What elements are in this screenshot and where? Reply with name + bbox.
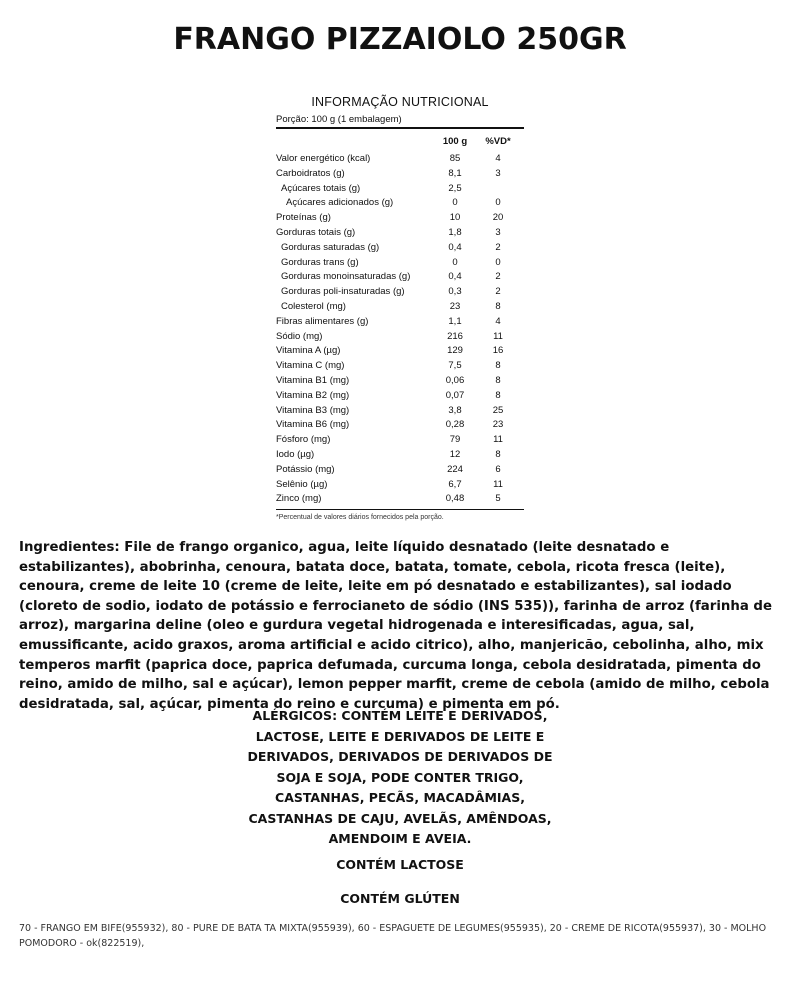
nutrition-row (276, 152, 524, 167)
nutrient-value: 7,5 (448, 360, 462, 372)
nutrition-row (276, 404, 524, 419)
nutrient-value: 8,1 (448, 167, 462, 179)
nutrient-name: Vitamina B3 (mg) (276, 404, 350, 416)
nutrient-name: Colesterol (mg) (281, 300, 346, 312)
nutrient-vd: 4 (495, 153, 501, 164)
nutrient-name: Fibras alimentares (g) (276, 315, 369, 327)
nutrient-value: 85 (449, 153, 461, 164)
nutrient-vd: 3 (495, 226, 501, 238)
nutrient-value: 216 (447, 330, 463, 342)
nutrient-name: Açúcares totais (g) (281, 182, 361, 194)
product-title: FRANGO PIZZAIOLO 250GR (173, 22, 627, 57)
nutrition-row (276, 167, 524, 182)
nutrient-value: 0,48 (445, 493, 465, 505)
nutrient-vd: 23 (492, 419, 504, 431)
nutrient-vd: 0 (495, 197, 501, 209)
nutrient-value: 1,8 (448, 226, 462, 238)
nutrition-row (276, 211, 524, 226)
nutrition-row (276, 344, 524, 359)
nutrient-name: Vitamina A (µg) (276, 345, 341, 357)
nutrient-vd: 8 (495, 448, 501, 460)
contains-gluten: CONTÉM GLÚTEN (340, 891, 460, 906)
nutrient-vd: 8 (495, 360, 501, 372)
nutrient-value: 0,07 (445, 389, 465, 401)
nutrition-row (276, 182, 524, 197)
nutrition-row (276, 241, 524, 256)
nutrient-value: 1,1 (448, 315, 462, 327)
header-vd: %VD* (485, 136, 511, 147)
nutrition-row (276, 270, 524, 285)
nutrient-value: 0,06 (445, 374, 465, 386)
contains-lactose: CONTÉM LACTOSE (336, 857, 464, 872)
header-value: 100 g (442, 136, 468, 147)
nutrient-vd: 3 (495, 167, 501, 179)
nutrient-name: Iodo (µg) (276, 448, 315, 460)
nutrition-row (276, 448, 524, 463)
nutrition-row (276, 359, 524, 374)
nutrient-name: Fósforo (mg) (276, 434, 331, 446)
nutrition-row (276, 463, 524, 478)
nutrient-name: Vitamina B2 (mg) (276, 389, 350, 401)
nutrient-name: Potássio (mg) (276, 463, 335, 475)
nutrition-header-row (276, 129, 524, 149)
nutrient-vd: 11 (493, 434, 503, 446)
nutrient-vd: 11 (493, 478, 503, 490)
nutrient-value: 0 (452, 197, 458, 209)
nutrient-vd: 16 (492, 345, 504, 357)
nutrient-name: Gorduras poli-insaturadas (g) (281, 286, 405, 298)
nutrition-row (276, 315, 524, 330)
nutrient-vd: 2 (495, 286, 501, 298)
nutrition-row (276, 226, 524, 241)
nutrient-value: 3,8 (448, 404, 462, 416)
portion-size: Porção: 100 g (1 embalagem) (276, 114, 524, 129)
nutrition-row (276, 196, 524, 211)
nutrition-row (276, 433, 524, 448)
nutrient-vd: 5 (495, 493, 501, 505)
nutrient-vd: 4 (495, 315, 501, 327)
nutrient-vd: 25 (492, 404, 504, 416)
nutrient-name: Gorduras trans (g) (281, 256, 359, 268)
nutrient-name: Açúcares adicionados (g) (286, 197, 394, 209)
nutrient-value: 10 (449, 212, 461, 224)
nutrient-vd: 0 (495, 256, 501, 268)
nutrient-value: 129 (447, 345, 463, 357)
nutrient-vd: 2 (495, 241, 501, 253)
nutrient-value: 2,5 (448, 182, 462, 194)
production-footer: 70 - FRANGO EM BIFE(955932), 80 - PURE DE BATA TA MIXTA(955939), 60 - ESPAGUETE DE LEGUMES(955935), 20 - CREME DE RICOTA(955937), 30 - MOLHO POMODORO - ok(822519), (19, 923, 767, 949)
nutrient-name: Selênio (µg) (276, 478, 328, 490)
nutrient-name: Valor energético (kcal) (276, 153, 371, 164)
nutrient-name: Zinco (mg) (276, 493, 322, 505)
nutrition-row (276, 418, 524, 433)
nutrition-row (276, 478, 524, 493)
nutrient-vd: 8 (495, 300, 501, 312)
nutrition-row (276, 389, 524, 404)
nutrient-name: Gorduras totais (g) (276, 226, 356, 238)
nutrient-value: 0,28 (445, 419, 465, 431)
ingredients-text: Ingredientes: File de frango organico, agua, leite líquido desnatado (leite desnatado e estabilizantes), abobrinha, cenoura, batata doce, batata, tomate, cebola, ricota fresca (leite), cenoura, creme de leite 10 (creme de leite, leite em pó desnatado e estabilizantes), sal iodado (cloreto de sodio, iodato de potássio e ferrocianeto de sódio (INS 535)), farinha de arroz (farinha de arroz), margarina deline (oleo e gurdura vegetal hidrogenada e interesificadas, agua, sal, emussificante, acido graxos, aroma artificial e acido citrico), alho, manjericão, cebolinha, alho, mix temperos marfit (paprica doce, paprica defumada, curcuma longa, cebola desidratada, pimenta do reino, amido de milho, sal e açúcar), lemon pepper marfit, creme de cebola (amido de milho, cebola desidratada, sal, açúcar, pimenta do reino e curcuma) e pimenta em pó. (19, 540, 772, 712)
nutrient-value: 224 (447, 463, 463, 475)
nutrition-row (276, 300, 524, 315)
nutrient-value: 0,4 (448, 271, 462, 283)
nutrient-name: Vitamina B6 (mg) (276, 419, 350, 431)
nutrient-vd: 8 (495, 389, 501, 401)
nutrient-name: Vitamina C (mg) (276, 360, 345, 372)
nutrient-vd: 20 (492, 212, 504, 224)
header-spacer (276, 135, 436, 149)
nutrient-value: 12 (449, 448, 461, 460)
nutrient-name: Carboidratos (g) (276, 167, 345, 179)
nutrient-name: Gorduras monoinsaturadas (g) (281, 271, 411, 283)
nutrient-value: 79 (449, 434, 461, 446)
nutrition-row (276, 256, 524, 271)
nutrition-table (276, 95, 524, 521)
nutrient-vd: 11 (493, 330, 503, 342)
nutrient-value: 0,4 (448, 241, 462, 253)
nutrient-name: Proteínas (g) (276, 212, 331, 224)
nutrition-footnote: *Percentual de valores diários fornecidos pela porção. (276, 509, 524, 521)
nutrient-vd: 8 (495, 374, 501, 386)
nutrient-name: Vitamina B1 (mg) (276, 374, 350, 386)
allergens-text: ALÉRGICOS: CONTÉM LEITE E DERIVADOS, LACTOSE, LEITE E DERIVADOS DE LEITE E DERIVADOS, DERIVADOS DE DERIVADOS DE SOJA E SOJA, PODE CONTER TRIGO, CASTANHAS, PECÃS, MACADÂMIAS, CASTANHAS DE CAJU, AVELÃS, AMÊNDOAS, AMENDOIM E AVEIA. (247, 708, 553, 846)
nutrient-vd: 2 (495, 271, 501, 283)
nutrient-value: 6,7 (448, 478, 462, 490)
nutrition-heading: INFORMAÇÃO NUTRICIONAL (311, 95, 489, 109)
nutrient-vd: 6 (495, 463, 501, 475)
nutrient-value: 23 (449, 300, 461, 312)
nutrient-name: Sódio (mg) (276, 330, 323, 342)
nutrition-row (276, 374, 524, 389)
nutrient-value: 0,3 (448, 286, 462, 298)
nutrient-vd (474, 182, 522, 197)
nutrition-row (276, 285, 524, 300)
nutrient-name: Gorduras saturadas (g) (281, 241, 380, 253)
nutrition-rows (276, 149, 524, 507)
nutrition-row (276, 492, 524, 507)
nutrient-value: 0 (452, 256, 458, 268)
nutrition-row (276, 330, 524, 345)
